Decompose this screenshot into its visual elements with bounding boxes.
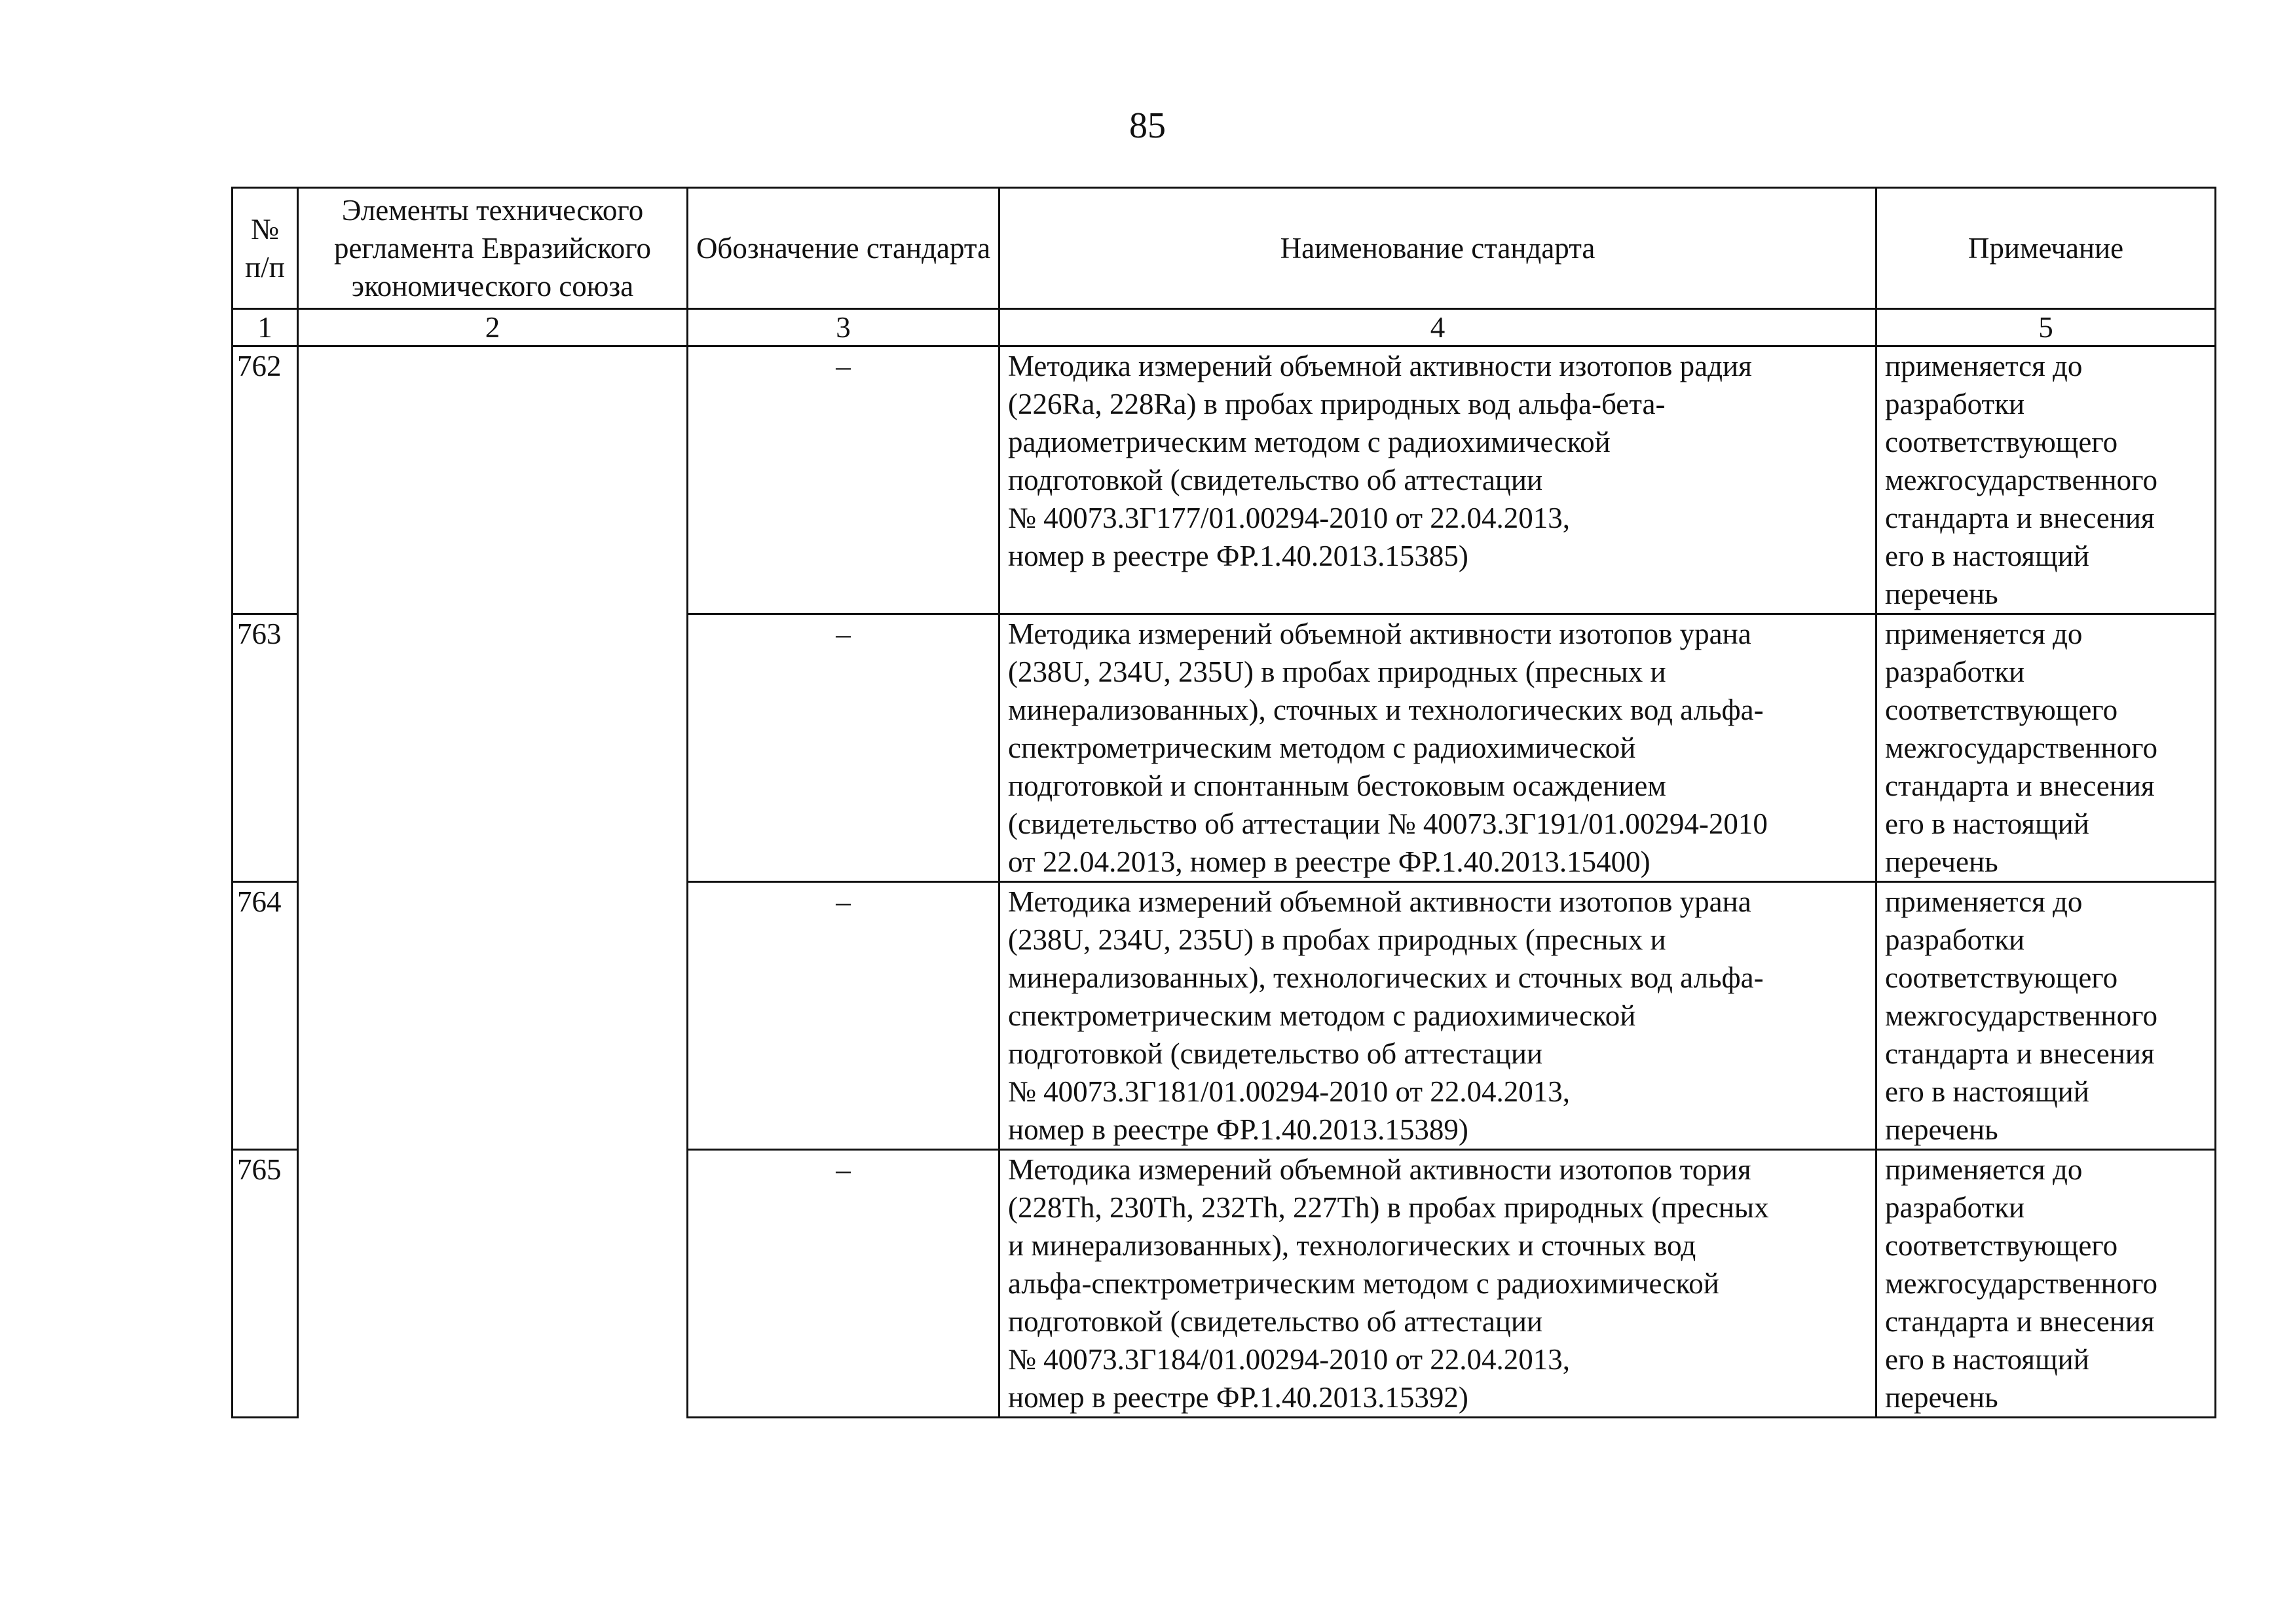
standard-name-line: (238U, 234U, 235U) в пробах природных (пресных и: [1008, 655, 1666, 688]
standard-name-line: от 22.04.2013, номер в реестре ФР.1.40.2013.15400): [1008, 845, 1651, 878]
row-number: 764: [233, 882, 298, 1150]
regulation-element-cell: [298, 1150, 688, 1418]
standard-name-line: подготовкой (свидетельство об аттестации: [1008, 1305, 1543, 1338]
table-row: [233, 1150, 2216, 1418]
note-line: перечень: [1885, 1113, 1998, 1146]
table-row: [233, 346, 2216, 614]
note-line: стандарта и внесения: [1885, 502, 2155, 534]
standard-designation: –: [688, 1150, 999, 1418]
note-line: применяется до: [1885, 618, 2083, 650]
standard-name-line: номер в реестре ФР.1.40.2013.15389): [1008, 1113, 1468, 1146]
row-number: 762: [233, 346, 298, 614]
standard-name-line: и минерализованных), технологических и сточных вод: [1008, 1229, 1696, 1262]
column-number: 2: [298, 309, 688, 346]
note-line: межгосударственного: [1885, 999, 2158, 1032]
note-line: межгосударственного: [1885, 1267, 2158, 1300]
standard-designation: –: [688, 346, 999, 614]
standard-name-line: (228Th, 230Th, 232Th, 227Th) в пробах природных (пресных: [1008, 1191, 1769, 1224]
note: [1876, 346, 2216, 614]
column-number: 1: [233, 309, 298, 346]
row-number: 765: [233, 1150, 298, 1418]
standard-name-line: № 40073.3Г181/01.00294-2010 от 22.04.2013,: [1008, 1075, 1571, 1108]
note-line: межгосударственного: [1885, 464, 2158, 496]
note-line: стандарта и внесения: [1885, 769, 2155, 802]
note-line: применяется до: [1885, 350, 2083, 382]
page-number: 85: [1129, 105, 1166, 146]
note-line: соответствующего: [1885, 426, 2118, 458]
note-line: соответствующего: [1885, 1229, 2118, 1262]
header-elements: Элементы технического регламента Евразийского экономического союза: [298, 188, 688, 309]
note-line: стандарта и внесения: [1885, 1305, 2155, 1338]
note-line: перечень: [1885, 1381, 1998, 1414]
header-note: Примечание: [1876, 188, 2216, 309]
note-line: разработки: [1885, 923, 2025, 956]
standard-name: [999, 346, 1876, 614]
standard-name-line: подготовкой (свидетельство об аттестации: [1008, 464, 1543, 496]
standard-name-line: номер в реестре ФР.1.40.2013.15385): [1008, 540, 1468, 572]
standard-name: [999, 614, 1876, 882]
standard-name-line: спектрометрическим методом с радиохимической: [1008, 999, 1636, 1032]
standard-name-line: (226Ra, 228Ra) в пробах природных вод альфа-бета-: [1008, 388, 1666, 420]
column-numbers-row: [233, 309, 2216, 346]
note-line: стандарта и внесения: [1885, 1037, 2155, 1070]
note: [1876, 882, 2216, 1150]
standard-designation: –: [688, 882, 999, 1150]
note: [1876, 1150, 2216, 1418]
standard-name-line: подготовкой (свидетельство об аттестации: [1008, 1037, 1543, 1070]
regulation-element-cell: [298, 346, 688, 614]
note-line: его в настоящий: [1885, 1075, 2089, 1108]
column-number: 5: [1876, 309, 2216, 346]
column-number: 3: [688, 309, 999, 346]
note-line: его в настоящий: [1885, 1343, 2089, 1376]
standard-name-line: Методика измерений объемной активности изотопов урана: [1008, 885, 1751, 918]
note-line: межгосударственного: [1885, 731, 2158, 764]
table-row: [233, 614, 2216, 882]
note-line: перечень: [1885, 845, 1998, 878]
regulation-element-cell: [298, 614, 688, 882]
standard-designation: –: [688, 614, 999, 882]
standard-name: [999, 1150, 1876, 1418]
header-row: [233, 188, 2216, 309]
standard-name-line: минерализованных), технологических и сточных вод альфа-: [1008, 961, 1764, 994]
note-line: применяется до: [1885, 885, 2083, 918]
standard-name-line: Методика измерений объемной активности изотопов урана: [1008, 618, 1751, 650]
note-line: его в настоящий: [1885, 540, 2089, 572]
standard-name: [999, 882, 1876, 1150]
note-line: его в настоящий: [1885, 807, 2089, 840]
table-row: [233, 882, 2216, 1150]
standard-name-line: Методика измерений объемной активности изотопов тория: [1008, 1153, 1751, 1186]
note-line: соответствующего: [1885, 961, 2118, 994]
standard-name-line: (свидетельство об аттестации № 40073.3Г191/01.00294-2010: [1008, 807, 1768, 840]
standard-name-line: № 40073.3Г184/01.00294-2010 от 22.04.2013,: [1008, 1343, 1571, 1376]
column-number: 4: [999, 309, 1876, 346]
standard-name-line: спектрометрическим методом с радиохимической: [1008, 731, 1636, 764]
standard-name-line: № 40073.3Г177/01.00294-2010 от 22.04.2013,: [1008, 502, 1571, 534]
standards-table: [231, 187, 2216, 1418]
note-line: перечень: [1885, 578, 1998, 610]
regulation-element-cell: [298, 882, 688, 1150]
note-line: соответствующего: [1885, 693, 2118, 726]
note-line: разработки: [1885, 655, 2025, 688]
note-line: разработки: [1885, 1191, 2025, 1224]
row-number: 763: [233, 614, 298, 882]
standard-name-line: альфа-спектрометрическим методом с радиохимической: [1008, 1267, 1719, 1300]
standard-name-line: подготовкой и спонтанным бестоковым осаждением: [1008, 769, 1666, 802]
standard-name-line: номер в реестре ФР.1.40.2013.15392): [1008, 1381, 1468, 1414]
note-line: применяется до: [1885, 1153, 2083, 1186]
header-designation: Обозначение стандарта: [688, 188, 999, 309]
standard-name-line: (238U, 234U, 235U) в пробах природных (пресных и: [1008, 923, 1666, 956]
standard-name-line: радиометрическим методом с радиохимической: [1008, 426, 1611, 458]
note: [1876, 614, 2216, 882]
standard-name-line: минерализованных), сточных и технологических вод альфа-: [1008, 693, 1764, 726]
header-standard-name: Наименование стандарта: [999, 188, 1876, 309]
standard-name-line: Методика измерений объемной активности изотопов радия: [1008, 350, 1752, 382]
header-num: № п/п: [233, 188, 298, 309]
note-line: разработки: [1885, 388, 2025, 420]
